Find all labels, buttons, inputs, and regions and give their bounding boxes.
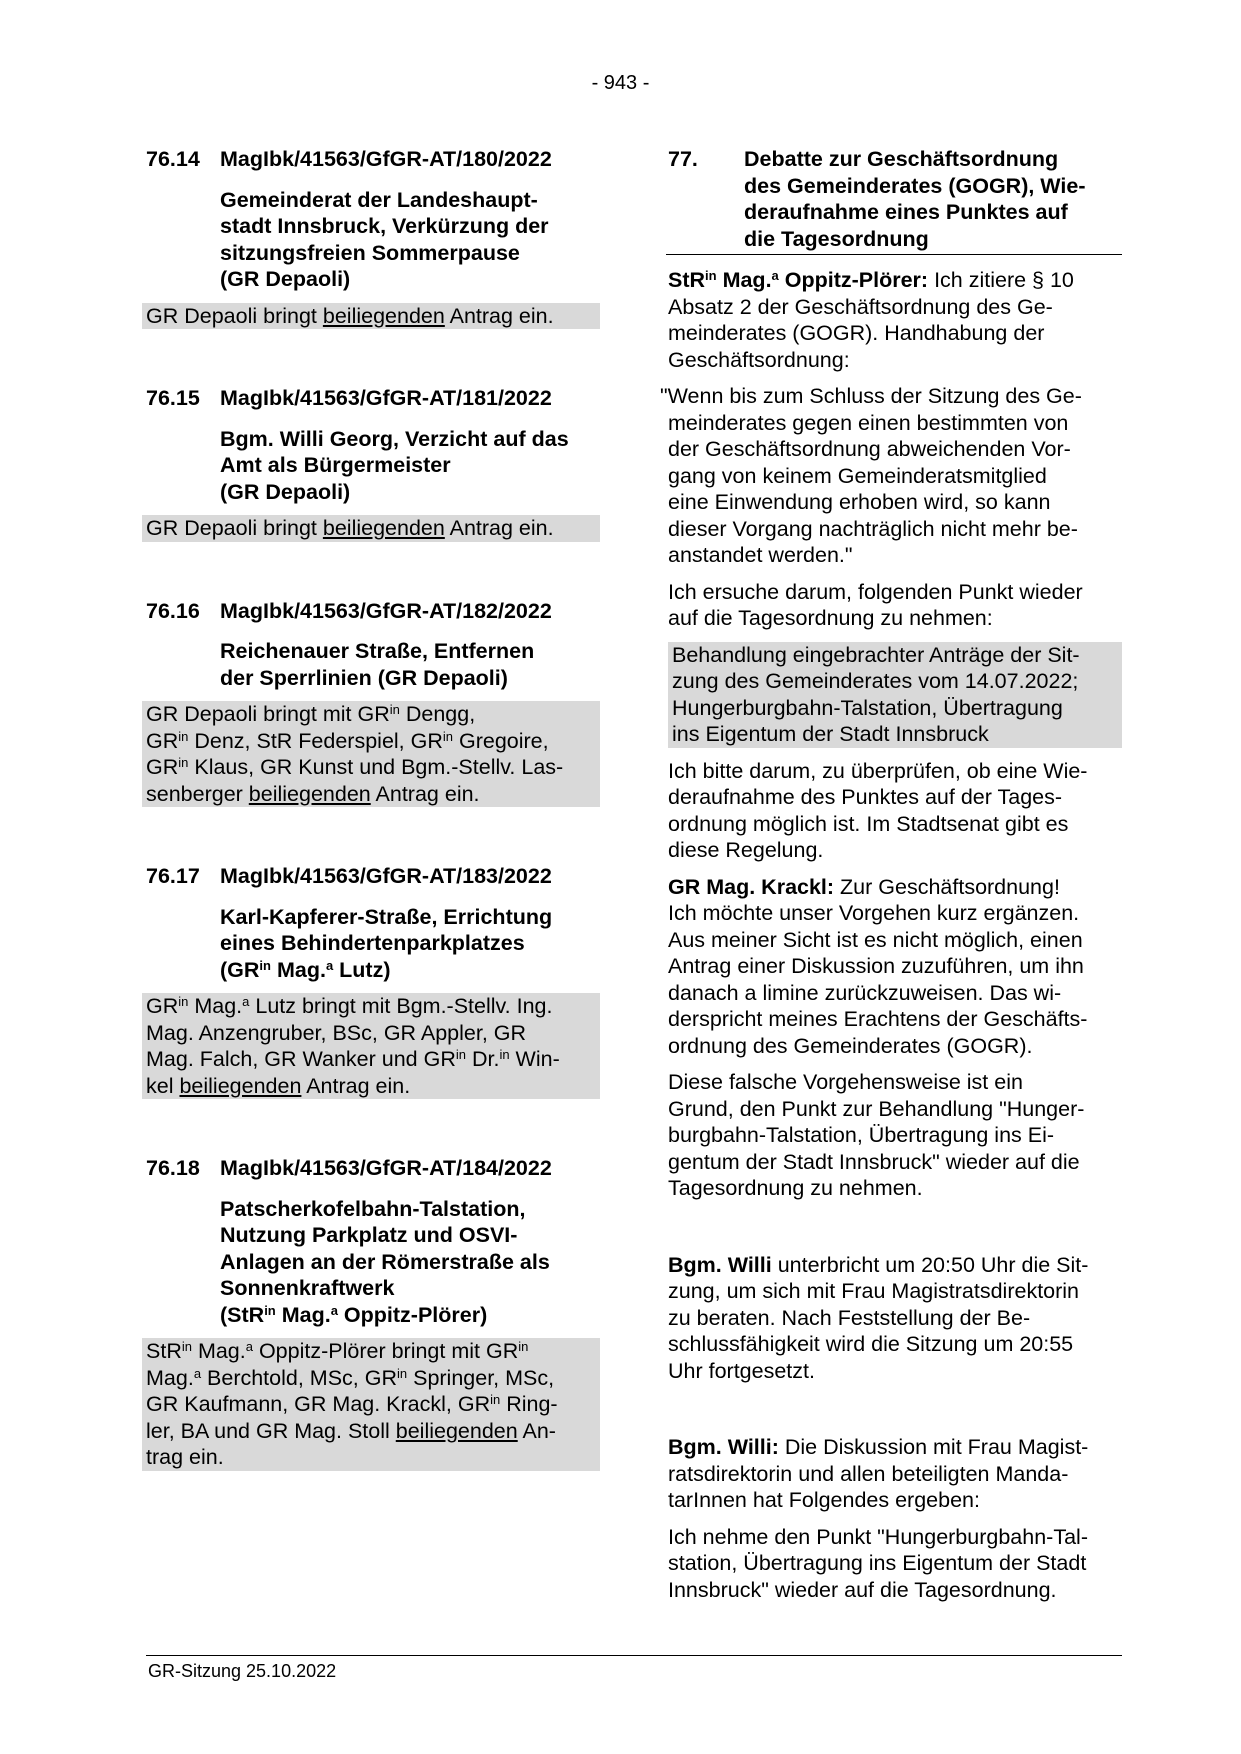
item-heading: [146, 1155, 600, 1182]
paragraph: Ich ersuche darum, folgenden Punkt wieder auf die Tagesordnung zu nehmen:: [668, 579, 1083, 630]
item-reference: MagIbk/41563/GfGR-AT/181/2022: [220, 386, 552, 410]
title-line: Anlagen an der Römerstraße als: [220, 1249, 550, 1274]
title-line: (GR Depaoli): [220, 267, 351, 291]
statement-willi-interruption: Bgm. Willi unterbricht um 20:50 Uhr die Sit- zung, um sich mit Frau Magistratsdirektorin zu beraten. Nach Feststellung der Be- schlussfähigkeit wird die Sitzung um 20:55 Uhr fortgesetzt.: [668, 1252, 1089, 1383]
item-title: [220, 638, 600, 691]
title-line: Gemeinderat der Landeshaupt-: [220, 187, 538, 212]
statement-willi-result: Bgm. Willi: Die Diskussion mit Frau Magist- ratsdirektorin und allen beteiligten Manda- tarInnen hat Folgendes ergeben:: [668, 1435, 1089, 1512]
motion-note: $GR^{in}$ Mag.$^a$ Lutz bringt mit Bgm.-Stellv. Ing. Mag. Anzengruber, BSc, GR Appler, GR Mag. Falch, GR Wanker und $GR^{in}$ Dr.$^{in}$ Win- kel beiliegenden Antrag ein.: [142, 993, 600, 1099]
item-title: [220, 904, 600, 984]
title-line: Reichenauer Straße, Entfernen: [220, 639, 535, 663]
item-number: 76.17: [146, 864, 200, 888]
agenda-item-76-15: [146, 385, 600, 542]
motion-note: GR Depaoli bringt mit $GR^{in}$ Dengg, $GR^{in}$ Denz, StR Federspiel, $GR^{in}$ Gregoire, $GR^{in}$ Klaus, GR Kunst und Bgm.-Stellv. Las- senberger beiliegenden Antrag ein.: [142, 701, 600, 807]
item-number: 76.14: [146, 147, 200, 171]
attachment-link[interactable]: beiliegenden: [179, 1073, 302, 1098]
attachment-link[interactable]: beiliegenden: [322, 516, 445, 540]
agenda-item-76-17: [146, 863, 600, 1099]
motion-note: GR Depaoli bringt beiliegenden Antrag ein.: [142, 515, 600, 542]
title-line: (GR Depaoli): [220, 479, 351, 504]
paragraph: Diese falsche Vorgehensweise ist ein Grund, den Punkt zur Behandlung "Hunger- burgbahn-Talstation, Übertragung ins Ei- gentum der Stadt Innsbruck" wieder auf die Tagesordnung zu nehmen.: [668, 1070, 1085, 1200]
title-line: Bgm. Willi Georg, Verzicht auf das: [220, 426, 569, 451]
speaker-name: Bgm. Willi:: [668, 1435, 779, 1459]
title-line: eines Behindertenparkplatzes: [220, 931, 525, 955]
page-number: - 943 -: [591, 72, 650, 94]
left-column: [146, 146, 600, 1527]
item-number: 76.15: [146, 386, 200, 410]
item-heading: [146, 598, 600, 625]
statement-krackl: GR Mag. Krackl: Zur Geschäftsordnung! Ich möchte unser Vorgehen kurz ergänzen. Aus meiner Sicht ist es nicht möglich, einen Antrag einer Diskussion zuzuführen, um ihn danach a limine zurückzuweisen. Das wi- derspricht meines Erachtens der Geschäfts- ordnung des Gemeinderates (GOGR).: [668, 874, 1088, 1058]
item-number: 76.16: [146, 598, 200, 623]
title-line: Patscherkofelbahn-Talstation,: [220, 1196, 526, 1221]
item-heading: [146, 385, 600, 412]
motion-note: GR Depaoli bringt beiliegenden Antrag ein.: [142, 303, 600, 330]
title-line: ($GR^{in}$ Mag.$^a$ Lutz): [220, 957, 391, 982]
item-reference: MagIbk/41563/GfGR-AT/183/2022: [220, 864, 552, 888]
title-line: Amt als Bürgermeister: [220, 453, 451, 477]
title-line: (StR$^{in}$ Mag.$^a$ Oppitz-Plörer): [220, 1302, 488, 1327]
section-number: 77.: [668, 147, 698, 171]
quoted-rule: "Wenn bis zum Schluss der Sitzung des Ge- meinderates gegen einen bestimmten von der Geschäftsordnung abweichenden Vor- gang von keinem Gemeinderatsmitglied eine Einwendung erhoben wird, so kann dieser Vorgang nachträglich nicht mehr be- anstandet werden.": [660, 384, 1082, 567]
item-reference: MagIbk/41563/GfGR-AT/184/2022: [220, 1156, 552, 1180]
attachment-link[interactable]: beiliegenden: [395, 1418, 518, 1443]
title-line: der Sperrlinien (GR Depaoli): [220, 665, 508, 690]
title-line: stadt Innsbruck, Verkürzung der: [220, 214, 549, 238]
attachment-link[interactable]: beiliegenden: [322, 303, 445, 328]
footer-divider: [146, 1655, 1122, 1656]
item-reference: MagIbk/41563/GfGR-AT/180/2022: [220, 147, 552, 171]
agenda-item-76-16: [146, 598, 600, 808]
footer-text: GR-Sitzung 25.10.2022: [148, 1661, 337, 1681]
title-line: Nutzung Parkplatz und OSVI-: [220, 1223, 518, 1247]
item-title: [220, 426, 600, 506]
speaker-name: Bgm. Willi: [668, 1252, 772, 1277]
speaker-name: StR$^{in}$ Mag.$^a$ Oppitz-Plörer:: [668, 268, 929, 292]
motion-note: StR$^{in}$ Mag.$^a$ Oppitz-Plörer bringt mit $GR^{in}$ Mag.$^a$ Berchtold, MSc, $GR^{in}$ Springer, MSc, GR Kaufmann, GR Mag. Krackl, $GR^{in}$ Ring- ler, BA und GR Mag. Stoll beiliegenden An- trag ein.: [142, 1338, 600, 1471]
title-line: Karl-Kapferer-Straße, Errichtung: [220, 904, 553, 929]
statement-oppitz-ploerer: StR$^{in}$ Mag.$^a$ Oppitz-Plörer: Ich zitiere § 10 Absatz 2 der Geschäftsordnung des Ge- meinderates (GOGR). Handhabung der Geschäftsordnung:: [668, 268, 1074, 372]
item-heading: [146, 146, 600, 173]
title-line: Sonnenkraftwerk: [220, 1276, 395, 1300]
item-reference: MagIbk/41563/GfGR-AT/182/2022: [220, 598, 552, 623]
item-heading: [146, 863, 600, 890]
agenda-item-76-18: [146, 1155, 600, 1471]
right-column: [660, 146, 1122, 1613]
paragraph: Ich bitte darum, zu überprüfen, ob eine Wie- deraufnahme des Punktes auf der Tages- ordnung möglich ist. Im Stadtsenat gibt es diese Regelung.: [668, 758, 1088, 862]
item-title: [220, 187, 600, 293]
section-heading: [666, 146, 1122, 255]
attachment-link[interactable]: beiliegenden: [248, 781, 371, 806]
paragraph: Ich nehme den Punkt "Hungerburgbahn-Tal- station, Übertragung ins Eigentum der Stadt Innsbruck" wieder auf die Tagesordnung.: [668, 1524, 1088, 1602]
section-title: Debatte zur Geschäftsordnung des Gemeinderates (GOGR), Wie- deraufnahme eines Punktes auf die Tagesordnung: [744, 147, 1086, 251]
agenda-item-76-14: [146, 146, 600, 329]
item-number: 76.18: [146, 1156, 200, 1180]
requested-agenda-item: Behandlung eingebrachter Anträge der Sit- zung des Gemeinderates vom 14.07.2022; Hungerburgbahn-Talstation, Übertragung ins Eigentum der Stadt Innsbruck: [668, 642, 1122, 748]
item-title: [220, 1196, 600, 1329]
title-line: sitzungsfreien Sommerpause: [220, 240, 520, 265]
speaker-name: GR Mag. Krackl:: [668, 874, 835, 899]
